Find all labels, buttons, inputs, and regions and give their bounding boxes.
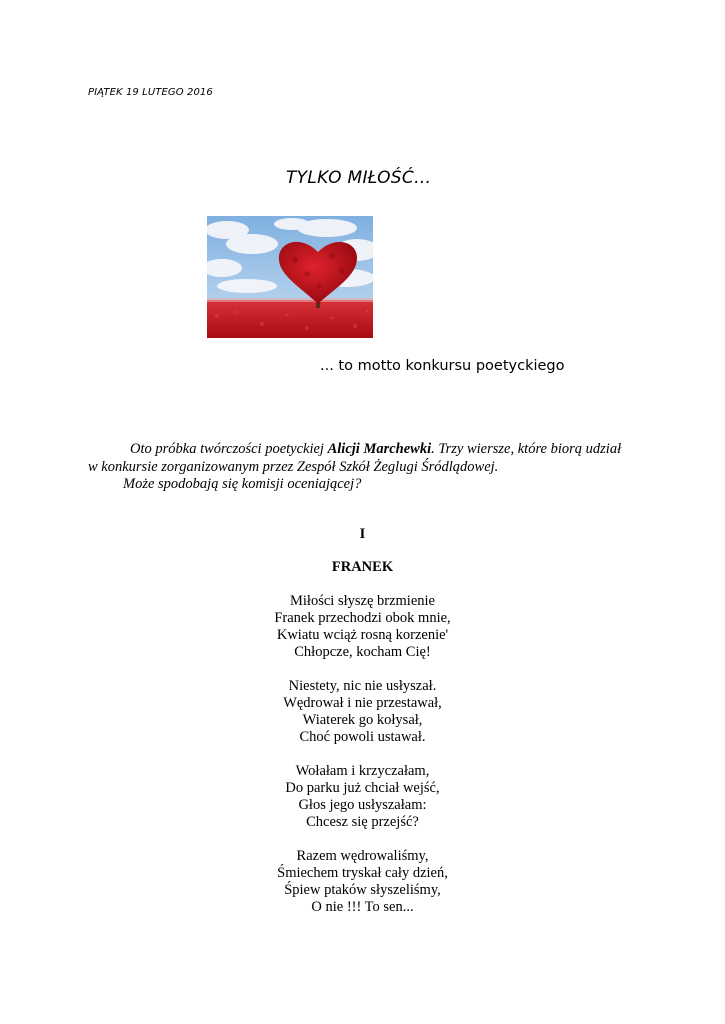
poem-verse: Franek przechodzi obok mnie, (274, 610, 451, 626)
intro-paragraph (88, 441, 648, 494)
poem-verse: Wędrował i nie przestawał, (283, 695, 442, 711)
intro-line-2: w konkursie zorganizowanym przez Zespół Szkół Żeglugi Śródlądowej. (88, 458, 499, 475)
poem-verse: Chcesz się przejść? (306, 814, 419, 830)
poem-body (0, 593, 725, 933)
heart-tree-image (207, 216, 373, 338)
poem-verse: Do parku już chciał wejść, (285, 780, 440, 796)
poem-verse: Wiaterek go kołysał, (302, 712, 423, 728)
poem-verse: O nie !!! To sen... (311, 899, 414, 915)
poem-stanza (0, 678, 725, 746)
poem-stanza (0, 763, 725, 831)
author-name: Alicji Marchewki (327, 441, 432, 457)
poem-verse: Niestety, nic nie usłyszał. (288, 678, 437, 694)
intro-line-3: Może spodobają się komisji oceniającej? (123, 476, 362, 492)
intro-line-1-text: Oto próbka twórczości poetyckiej (130, 441, 328, 457)
poem-stanza (0, 593, 725, 661)
motto-line: ... to motto konkursu poetyckiego (320, 358, 565, 374)
poem-verse: Razem wędrowaliśmy, (296, 848, 429, 864)
poem-verse: Miłości słyszę brzmienie (290, 593, 435, 609)
poem-number: I (359, 526, 366, 542)
poem-verse: Śmiechem tryskał cały dzień, (277, 865, 448, 881)
intro-line-1-end: . Trzy wiersze, które biorą udział (431, 441, 622, 457)
poem-verse: Śpiew ptaków słyszeliśmy, (284, 882, 441, 898)
poem-verse: Chłopcze, kocham Cię! (294, 644, 431, 660)
document-title: TYLKO MIŁOŚĆ... (286, 168, 432, 188)
intro-line-1 (88, 441, 648, 459)
poem-verse: Kwiatu wciąż rosną korzenie' (276, 627, 449, 643)
poem-verse: Głos jego usłyszałam: (298, 797, 427, 813)
poem-verse: Wołałam i krzyczałam, (295, 763, 430, 779)
poem-verse: Choć powoli ustawał. (299, 729, 426, 745)
poem-stanza (0, 848, 725, 916)
poem-title: FRANEK (331, 559, 394, 575)
document-date: PIĄTEK 19 LUTEGO 2016 (88, 87, 213, 98)
